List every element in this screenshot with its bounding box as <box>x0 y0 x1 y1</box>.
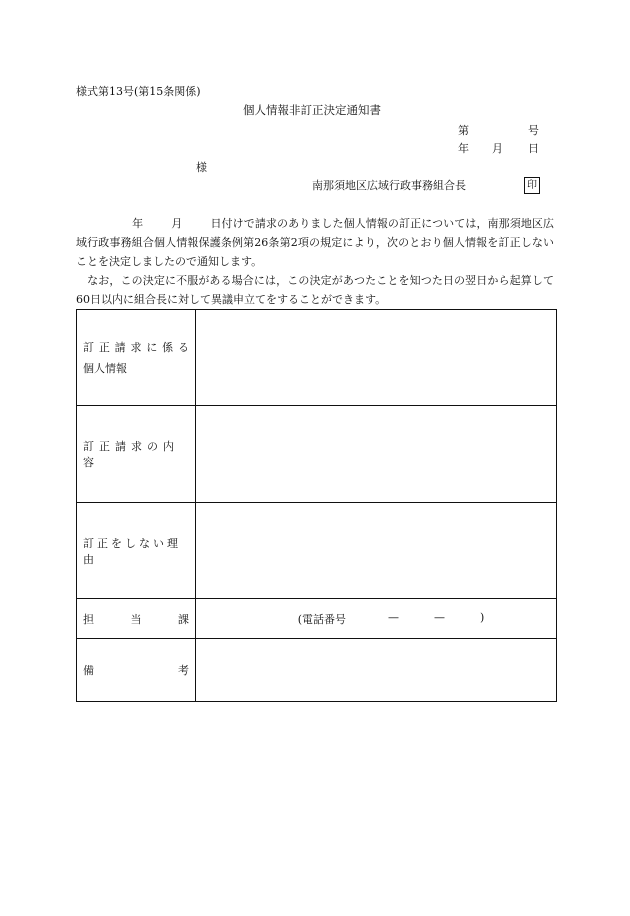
label-line1: 訂 正 請 求 に 係 る <box>83 341 189 354</box>
table-row <box>77 406 557 503</box>
phone-open: (電話番号 <box>297 612 347 626</box>
number-go: 号 <box>528 124 539 137</box>
phone-close: ) <box>479 610 485 624</box>
date-month: 月 <box>492 142 503 155</box>
form-number: 様式第13号(第15条関係) <box>76 85 201 98</box>
phone-number-line <box>196 611 556 627</box>
label-correction-personal-info <box>77 310 196 406</box>
label-text: 備 考 <box>83 664 189 677</box>
table-row <box>77 599 557 639</box>
paragraph-1 <box>76 214 554 271</box>
field-correction-personal-info[interactable] <box>196 310 557 406</box>
table-row <box>77 639 557 702</box>
label-text: 訂正請求の内容 <box>83 440 179 469</box>
issuer-name: 南那須地区広域行政事務組合長 <box>312 179 466 192</box>
date-day: 日 <box>528 142 539 155</box>
form-table <box>76 309 557 702</box>
body-text <box>76 214 554 309</box>
para1-year: 年 <box>132 217 144 230</box>
paragraph-2 <box>76 271 554 309</box>
para1-month: 月 <box>171 217 183 230</box>
label-correction-content <box>77 406 196 503</box>
table-row <box>77 310 557 406</box>
label-reason-not-correcting <box>77 503 196 599</box>
label-line2: 個人情報 <box>83 362 127 375</box>
field-correction-content[interactable] <box>196 406 557 503</box>
phone-dash-1: — <box>388 610 400 624</box>
addressee-suffix: 様 <box>196 161 207 174</box>
table-row <box>77 503 557 599</box>
label-remarks <box>77 639 196 702</box>
phone-dash-2: — <box>433 610 445 624</box>
field-reason-not-correcting[interactable] <box>196 503 557 599</box>
label-department <box>77 599 196 639</box>
label-text: 担 当 課 <box>83 612 189 626</box>
document-title: 個人情報非訂正決定通知書 <box>243 103 381 117</box>
date-year: 年 <box>458 142 469 155</box>
field-remarks[interactable] <box>196 639 557 702</box>
para2-text: なお，この決定に不服がある場合には，この決定があつたことを知つた日の翌日から起算して60日以内に組合長に対して異議申立てをすることができます。 <box>76 274 555 306</box>
seal-mark: 印 <box>524 177 540 194</box>
field-department[interactable] <box>196 599 557 639</box>
number-dai: 第 <box>458 124 469 137</box>
label-text: 訂正をしない理由 <box>83 536 181 566</box>
para1-text: 日付けで請求のありました個人情報の訂正については，南那須地区広域行政事務組合個人情報保護条例第26条第2項の規定により，次のとおり個人情報を訂正しないことを決定しましたので通知します。 <box>76 217 555 268</box>
